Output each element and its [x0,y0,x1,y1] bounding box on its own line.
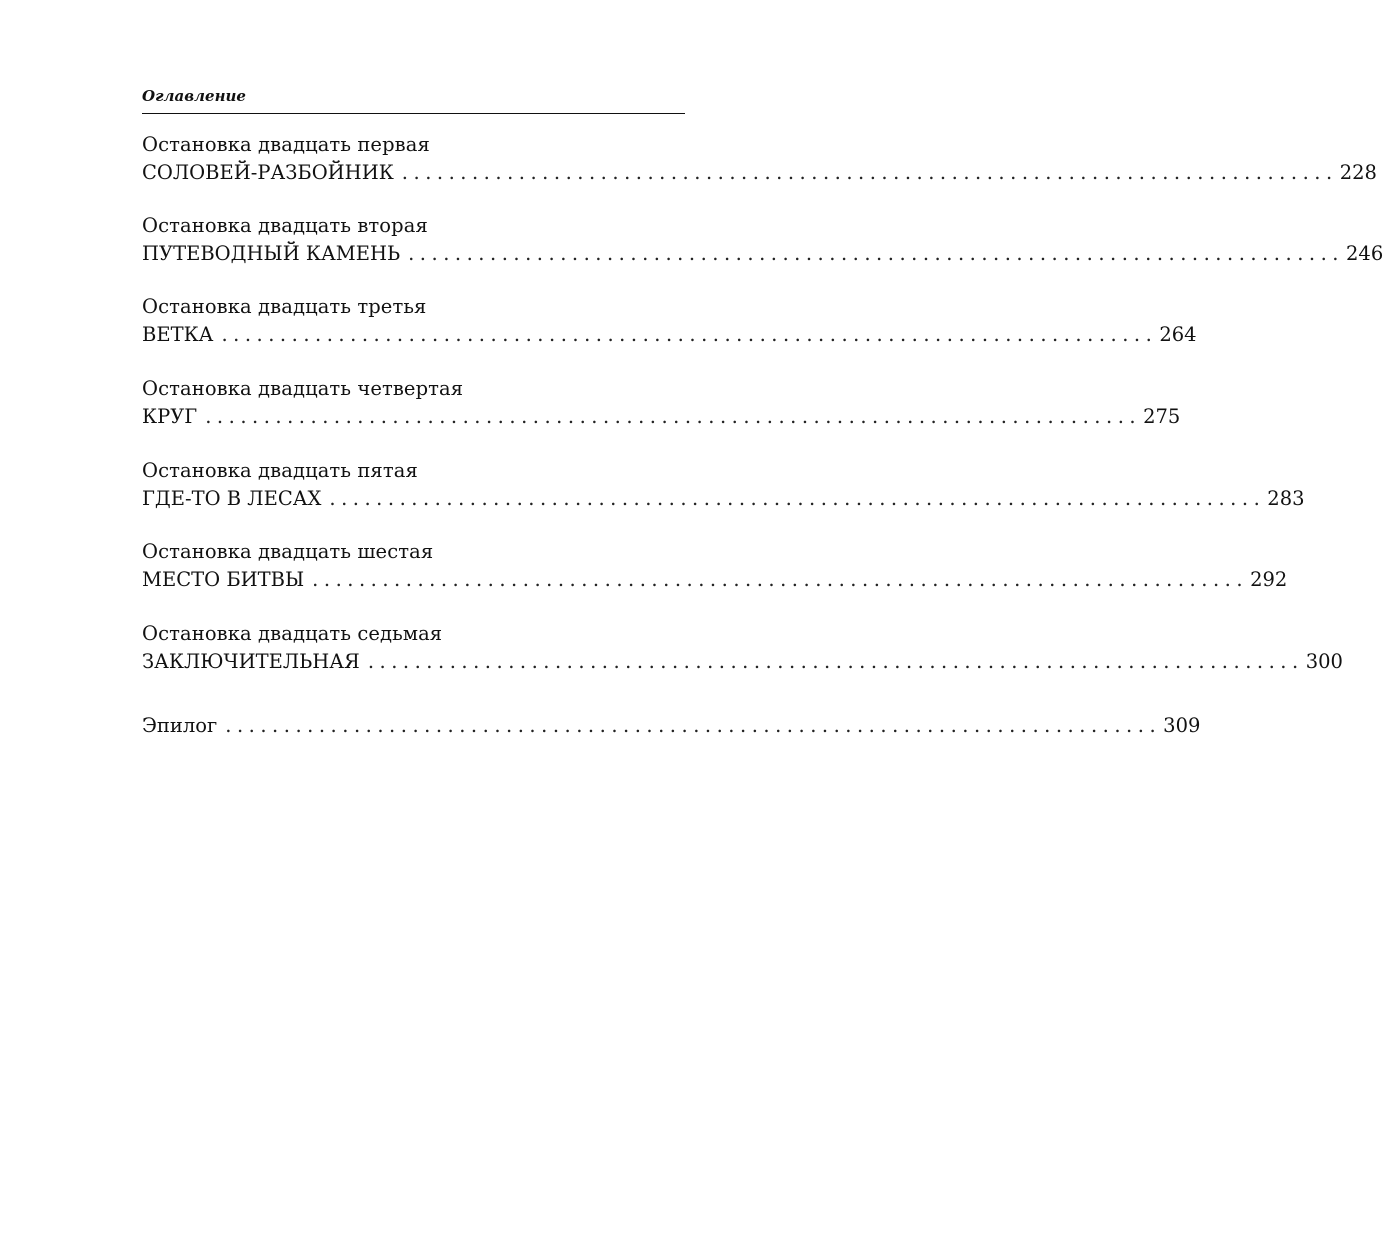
entry-subtitle-line [142,212,685,240]
entry-title: ЗАКЛЮЧИТЕЛЬНАЯ [142,650,360,673]
toc-entry-epilogue[interactable] [142,712,1201,740]
toc-entry-23[interactable] [142,293,1197,349]
entry-subtitle: Остановка двадцать первая [142,133,430,156]
entry-title: КРУГ [142,405,198,428]
entry-title: ВЕТКА [142,323,214,346]
entry-subtitle: Остановка двадцать вторая [142,214,428,237]
entry-title-line [142,321,1197,349]
entry-page-number: 309 [1163,714,1201,737]
toc-entry-21[interactable] [142,131,1377,187]
entry-title-line [142,403,1181,431]
entry-subtitle-line [142,131,685,159]
entry-title-line [142,712,1201,740]
toc-entry-27[interactable] [142,620,1343,676]
entry-subtitle-line [142,375,685,403]
dot-leader: ................................................................................ [205,405,1142,428]
entry-title-line [142,566,1288,594]
entry-page-number: 275 [1143,405,1181,428]
dot-leader: ................................................................................ [221,323,1158,346]
toc-entry-26[interactable] [142,538,1288,594]
dot-leader: ................................................................................ [401,161,1338,184]
entry-subtitle: Остановка двадцать третья [142,295,427,318]
entry-page-number: 264 [1159,323,1197,346]
entry-subtitle-line [142,620,685,648]
dot-leader: ................................................................................ [367,650,1304,673]
entry-subtitle-line [142,293,685,321]
entry-page-number: 228 [1339,161,1377,184]
entry-title-line [142,159,1377,187]
entry-title: ГДЕ-ТО В ЛЕСАХ [142,487,322,510]
entry-subtitle-line [142,457,685,485]
entry-page-number: 300 [1305,650,1343,673]
entry-title-line [142,648,1343,676]
dot-leader: ................................................................................ [225,714,1162,737]
entry-subtitle: Остановка двадцать седьмая [142,622,443,645]
entry-page-number: 246 [1346,242,1383,265]
toc-header [142,86,685,114]
entry-subtitle: Остановка двадцать шестая [142,540,434,563]
entry-subtitle-line [142,538,685,566]
entry-title: Эпилог [142,714,218,737]
toc-heading: Оглавление [142,87,246,105]
toc-entry-25[interactable] [142,457,1305,513]
toc-entry-22[interactable] [142,212,1383,268]
dot-leader: ................................................................................ [408,242,1344,265]
entry-subtitle: Остановка двадцать четвертая [142,377,464,400]
toc-entry-24[interactable] [142,375,1181,431]
entry-title: МЕСТО БИТВЫ [142,568,305,591]
entry-subtitle: Остановка двадцать пятая [142,459,418,482]
entry-title: СОЛОВЕЙ-РАЗБОЙНИК [142,161,394,184]
dot-leader: ................................................................................ [329,487,1266,510]
entry-page-number: 283 [1267,487,1305,510]
dot-leader: ................................................................................ [312,568,1249,591]
entry-title-line [142,485,1305,513]
entry-title-line [142,240,1383,268]
entry-title: ПУТЕВОДНЫЙ КАМЕНЬ [142,242,401,265]
entry-page-number: 292 [1250,568,1288,591]
